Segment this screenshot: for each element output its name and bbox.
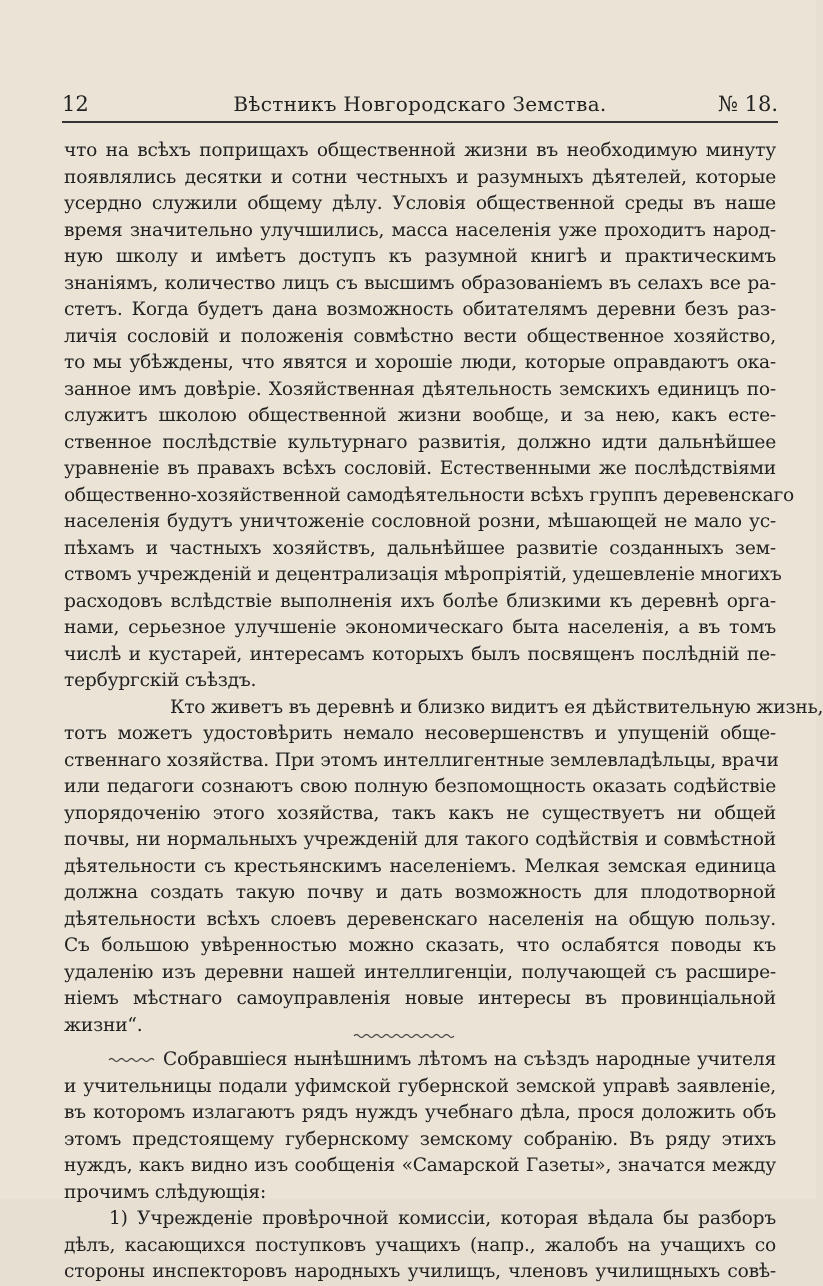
text-line: тербургскій съѣздъ. [64,670,257,691]
journal-title: Вѣстникъ Новгородскаго Земства. [233,92,607,116]
wavy-mark-icon [109,1055,155,1065]
text-line: Съ большою увѣренностью можно сказать, что ослабятся поводы къ [64,935,776,956]
paragraph-2 [64,695,823,1040]
text-line: пѣхамъ и частныхъ хозяйствъ, дальнѣйшее развитіе созданныхъ зем- [64,537,776,559]
text-line: расходовъ вслѣдствіе выполненія ихъ болѣе близкими къ деревнѣ орга- [64,590,776,612]
text-line: нами, серьезное улучшеніе экономическаго быта населенія, а въ томъ [64,617,776,638]
text-line: появлялись десятки и сотни честныхъ и разумныхъ дѣятелей, которые [64,166,776,188]
paragraph-3 [64,1047,776,1206]
text-line: служитъ школою общественной жизни вообще, и за нею, какъ есте- [64,405,776,426]
text-line: нуждъ, какъ видно изъ сообщенія «Самарской Газеты», значатся между [64,1155,776,1176]
text-line: и учительницы подали уфимской губернской земской управѣ заявленіе, [64,1075,776,1097]
text-line-content: Собравшіеся нынѣшнимъ лѣтомъ на съѣздъ народные учителя [163,1049,776,1070]
text-line: уравненіе въ правахъ всѣхъ сословій. Естественными же послѣдствіями [64,458,776,479]
text-line: личія сословій и положенія совмѣстно вести общественное хозяйство, [64,325,776,347]
text-line: или педагоги сознаютъ свою полную безпомощность оказать содѣйствіе [64,776,776,797]
text-line: занное имъ довѣріе. Хозяйственная дѣятельность земскихъ единицъ по- [64,378,776,400]
text-line: дѣятельности съ крестьянскимъ населеніемъ. Мелкая земская единица [64,855,776,877]
text-line: ніемъ мѣстнаго самоуправленія новые интересы въ провинціальной [64,988,776,1009]
paragraph-1 [64,138,794,695]
text-line: дѣлъ, касающихся поступковъ учащихъ (напр., жалобъ на учащихъ со [64,1234,776,1256]
text-line: ствомъ учрежденій и децентрализація мѣропріятій, удешевленіе многихъ [64,564,782,585]
text-line: населенія будутъ уничтоженіе сословной розни, мѣшающей не мало ус- [64,511,776,532]
text-line: время значительно улучшились, масса населенія уже проходитъ народ- [64,219,776,241]
text-line: ственнаго хозяйства. При этомъ интеллигентные землевладѣльцы, врачи [64,749,779,771]
text-line: упорядоченію этого хозяйства, такъ какъ не существуетъ ни общей [64,802,776,824]
paragraph-4 [64,1206,776,1286]
page-number: 12 [62,92,89,116]
issue-number: № 18. [718,92,778,116]
text-line: ственное послѣдствіе культурнаго развитія, должно идти дальнѣйшее [64,431,776,453]
text-line: этомъ предстоящему губернскому земскому собранію. Въ ряду этихъ [64,1128,776,1150]
text-body [64,138,823,1286]
running-head [62,88,778,118]
text-line: стороны инспекторовъ народныхъ училищъ, членовъ училищныхъ совѣ- [64,1261,776,1282]
text-line: усердно служили общему дѣлу. Условія общественной среды въ наше [64,193,776,214]
text-line: удаленію изъ деревни нашей интеллигенціи, получающей съ расшире- [64,961,776,983]
text-line: что на всѣхъ поприщахъ общественной жизни въ необходимую минуту [64,140,776,161]
text-line: прочимъ слѣдующія: [64,1181,267,1203]
text-line: тотъ можетъ удостовѣрить немало несовершенствъ и упущеній обще- [64,723,776,744]
text-line: дѣятельности всѣхъ слоевъ деревенскаго населенія на общую пользу. [64,908,776,930]
text-line: 1) Учрежденіе провѣрочной комиссіи, которая вѣдала бы разборъ [109,1208,776,1229]
text-line: въ которомъ излагаютъ рядъ нуждъ учебнаго дѣла, прося доложить объ [64,1102,776,1123]
text-line: ную школу и имѣетъ доступъ къ разумной книгѣ и практическимъ [64,246,776,267]
text-line: почвы, ни нормальныхъ учрежденій для такого содѣйствія и совмѣстной [64,829,776,850]
section-divider [64,1039,776,1047]
text-line: числѣ и кустарей, интересамъ которыхъ былъ посвященъ послѣдній пе- [64,643,776,665]
text-line: знаніямъ, количество лицъ съ высшимъ образованіемъ въ селахъ все ра- [64,272,776,294]
text-line: Кто живетъ въ деревнѣ и близко видитъ ея дѣйствительную жизнь, [170,696,823,718]
text-line: общественно-хозяйственной самодѣятельности всѣхъ группъ деревенскаго [64,484,794,506]
text-line: должна создать такую почву и дать возможность для плодотворной [64,882,776,903]
header-rule [62,121,778,123]
text-line: жизни“. [64,1014,143,1036]
text-line: стетъ. Когда будетъ дана возможность обитателямъ деревни безъ раз- [64,299,776,320]
text-line [64,1047,776,1074]
wavy-divider-icon [354,1031,454,1041]
text-line: то мы убѣждены, что явятся и хорошіе люди, которые оправдаютъ ока- [64,352,776,373]
